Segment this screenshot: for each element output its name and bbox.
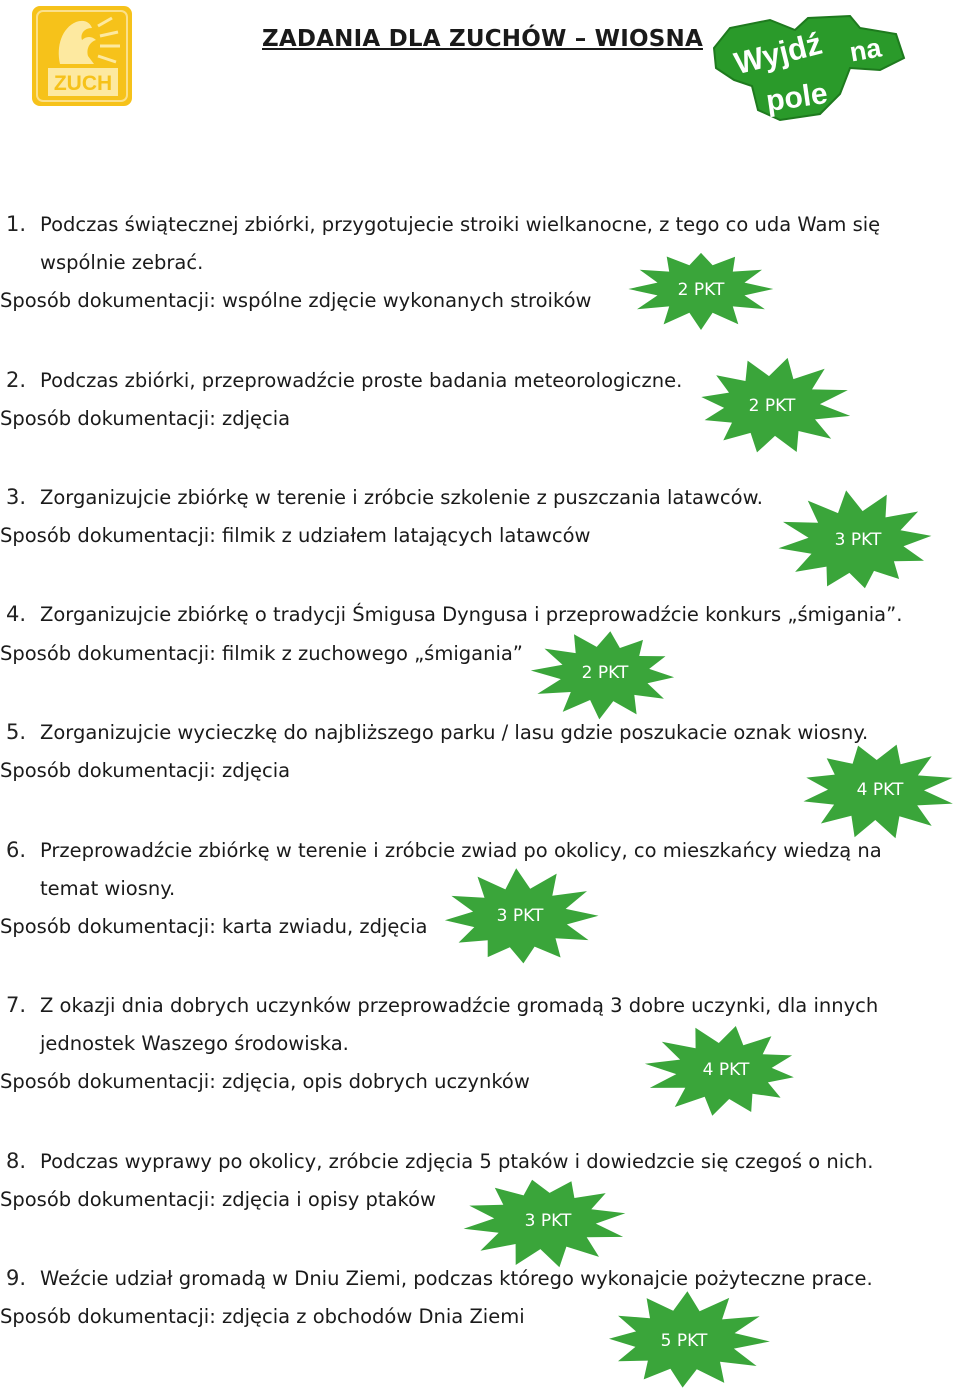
points-badge-task-6 [440, 868, 600, 968]
points-badge-task-2 [692, 356, 852, 456]
points-label: 2 PKT [677, 280, 725, 300]
documentation-text: Sposób dokumentacji: wspólne zdjęcie wykonanych stroików [0, 289, 592, 312]
points-badge-task-9 [600, 1290, 770, 1390]
points-badge-task-3 [776, 490, 936, 594]
page-title: ZADANIA DLA ZUCHÓW – WIOSNA [262, 26, 703, 52]
documentation-text: Sposób dokumentacji: zdjęcia i opisy ptaków [0, 1188, 436, 1211]
zuch-logo-text: ZUCH [53, 72, 113, 95]
task-text: Przeprowadźcie zbiórkę w terenie i zróbcie zwiad po okolicy, co mieszkańcy wiedzą na [40, 839, 882, 862]
documentation-text: Sposób dokumentacji: karta zwiadu, zdjęcia [0, 915, 428, 938]
points-badge-task-1 [626, 248, 776, 330]
documentation-text: Sposób dokumentacji: zdjęcia [0, 759, 291, 782]
task-text: wspólnie zebrać. [40, 251, 204, 274]
task-number: 5. [6, 720, 27, 744]
points-badge-task-5 [796, 740, 956, 840]
wyjdz-na-pole-logo [700, 8, 910, 124]
points-label: 4 PKT [702, 1060, 750, 1080]
points-label: 2 PKT [581, 663, 629, 683]
logo-word-wyjdz: Wyjdź [730, 25, 826, 82]
logo-word-pole: pole [764, 76, 830, 119]
task-text: Z okazji dnia dobrych uczynków przeprowadźcie gromadą 3 dobre uczynki, dla innych [40, 994, 879, 1017]
zuch-logo [32, 6, 132, 106]
task-number: 9. [6, 1266, 27, 1290]
task-text: Weźcie udział gromadą w Dniu Ziemi, podczas którego wykonajcie pożyteczne prace. [40, 1267, 873, 1290]
task-text: jednostek Waszego środowiska. [40, 1032, 349, 1055]
documentation-text: Sposób dokumentacji: filmik z udziałem latających latawców [0, 524, 591, 547]
logo-word-na: na [847, 32, 884, 68]
points-badge-task-7 [644, 1024, 804, 1118]
task-text: Zorganizujcie wycieczkę do najbliższego parku / lasu gdzie poszukacie oznak wiosny. [40, 721, 869, 744]
task-number: 7. [6, 993, 27, 1017]
task-number: 8. [6, 1149, 27, 1173]
documentation-text: Sposób dokumentacji: zdjęcia, opis dobrych uczynków [0, 1070, 530, 1093]
task-number: 3. [6, 485, 27, 509]
points-badge-task-8 [460, 1174, 630, 1268]
points-label: 3 PKT [834, 530, 882, 550]
task-number: 1. [6, 212, 27, 236]
task-text: Podczas świątecznej zbiórki, przygotujecie stroiki wielkanocne, z tego co uda Wam się [40, 213, 881, 236]
task-text: Zorganizujcie zbiórkę o tradycji Śmigusa Dyngusa i przeprowadźcie konkurs „śmigania”. [40, 603, 903, 626]
task-number: 6. [6, 838, 27, 862]
task-text: Zorganizujcie zbiórkę w terenie i zróbcie szkolenie z puszczania latawców. [40, 486, 763, 509]
task-text: Podczas wyprawy po okolicy, zróbcie zdjęcia 5 ptaków i dowiedzcie się czegoś o nich. [40, 1150, 874, 1173]
documentation-text: Sposób dokumentacji: zdjęcia [0, 407, 291, 430]
points-label: 5 PKT [660, 1331, 708, 1351]
points-label: 4 PKT [856, 780, 904, 800]
points-badge-task-4 [530, 628, 680, 720]
task-text: temat wiosny. [40, 877, 176, 900]
task-text: Podczas zbiórki, przeprowadźcie proste badania meteorologiczne. [40, 369, 683, 392]
task-number: 2. [6, 368, 27, 392]
points-label: 3 PKT [496, 906, 544, 926]
task-number: 4. [6, 602, 27, 626]
documentation-text: Sposób dokumentacji: filmik z zuchowego „śmigania” [0, 642, 523, 665]
points-label: 2 PKT [748, 396, 796, 416]
points-label: 3 PKT [524, 1211, 572, 1231]
documentation-text: Sposób dokumentacji: zdjęcia z obchodów Dnia Ziemi [0, 1305, 525, 1328]
